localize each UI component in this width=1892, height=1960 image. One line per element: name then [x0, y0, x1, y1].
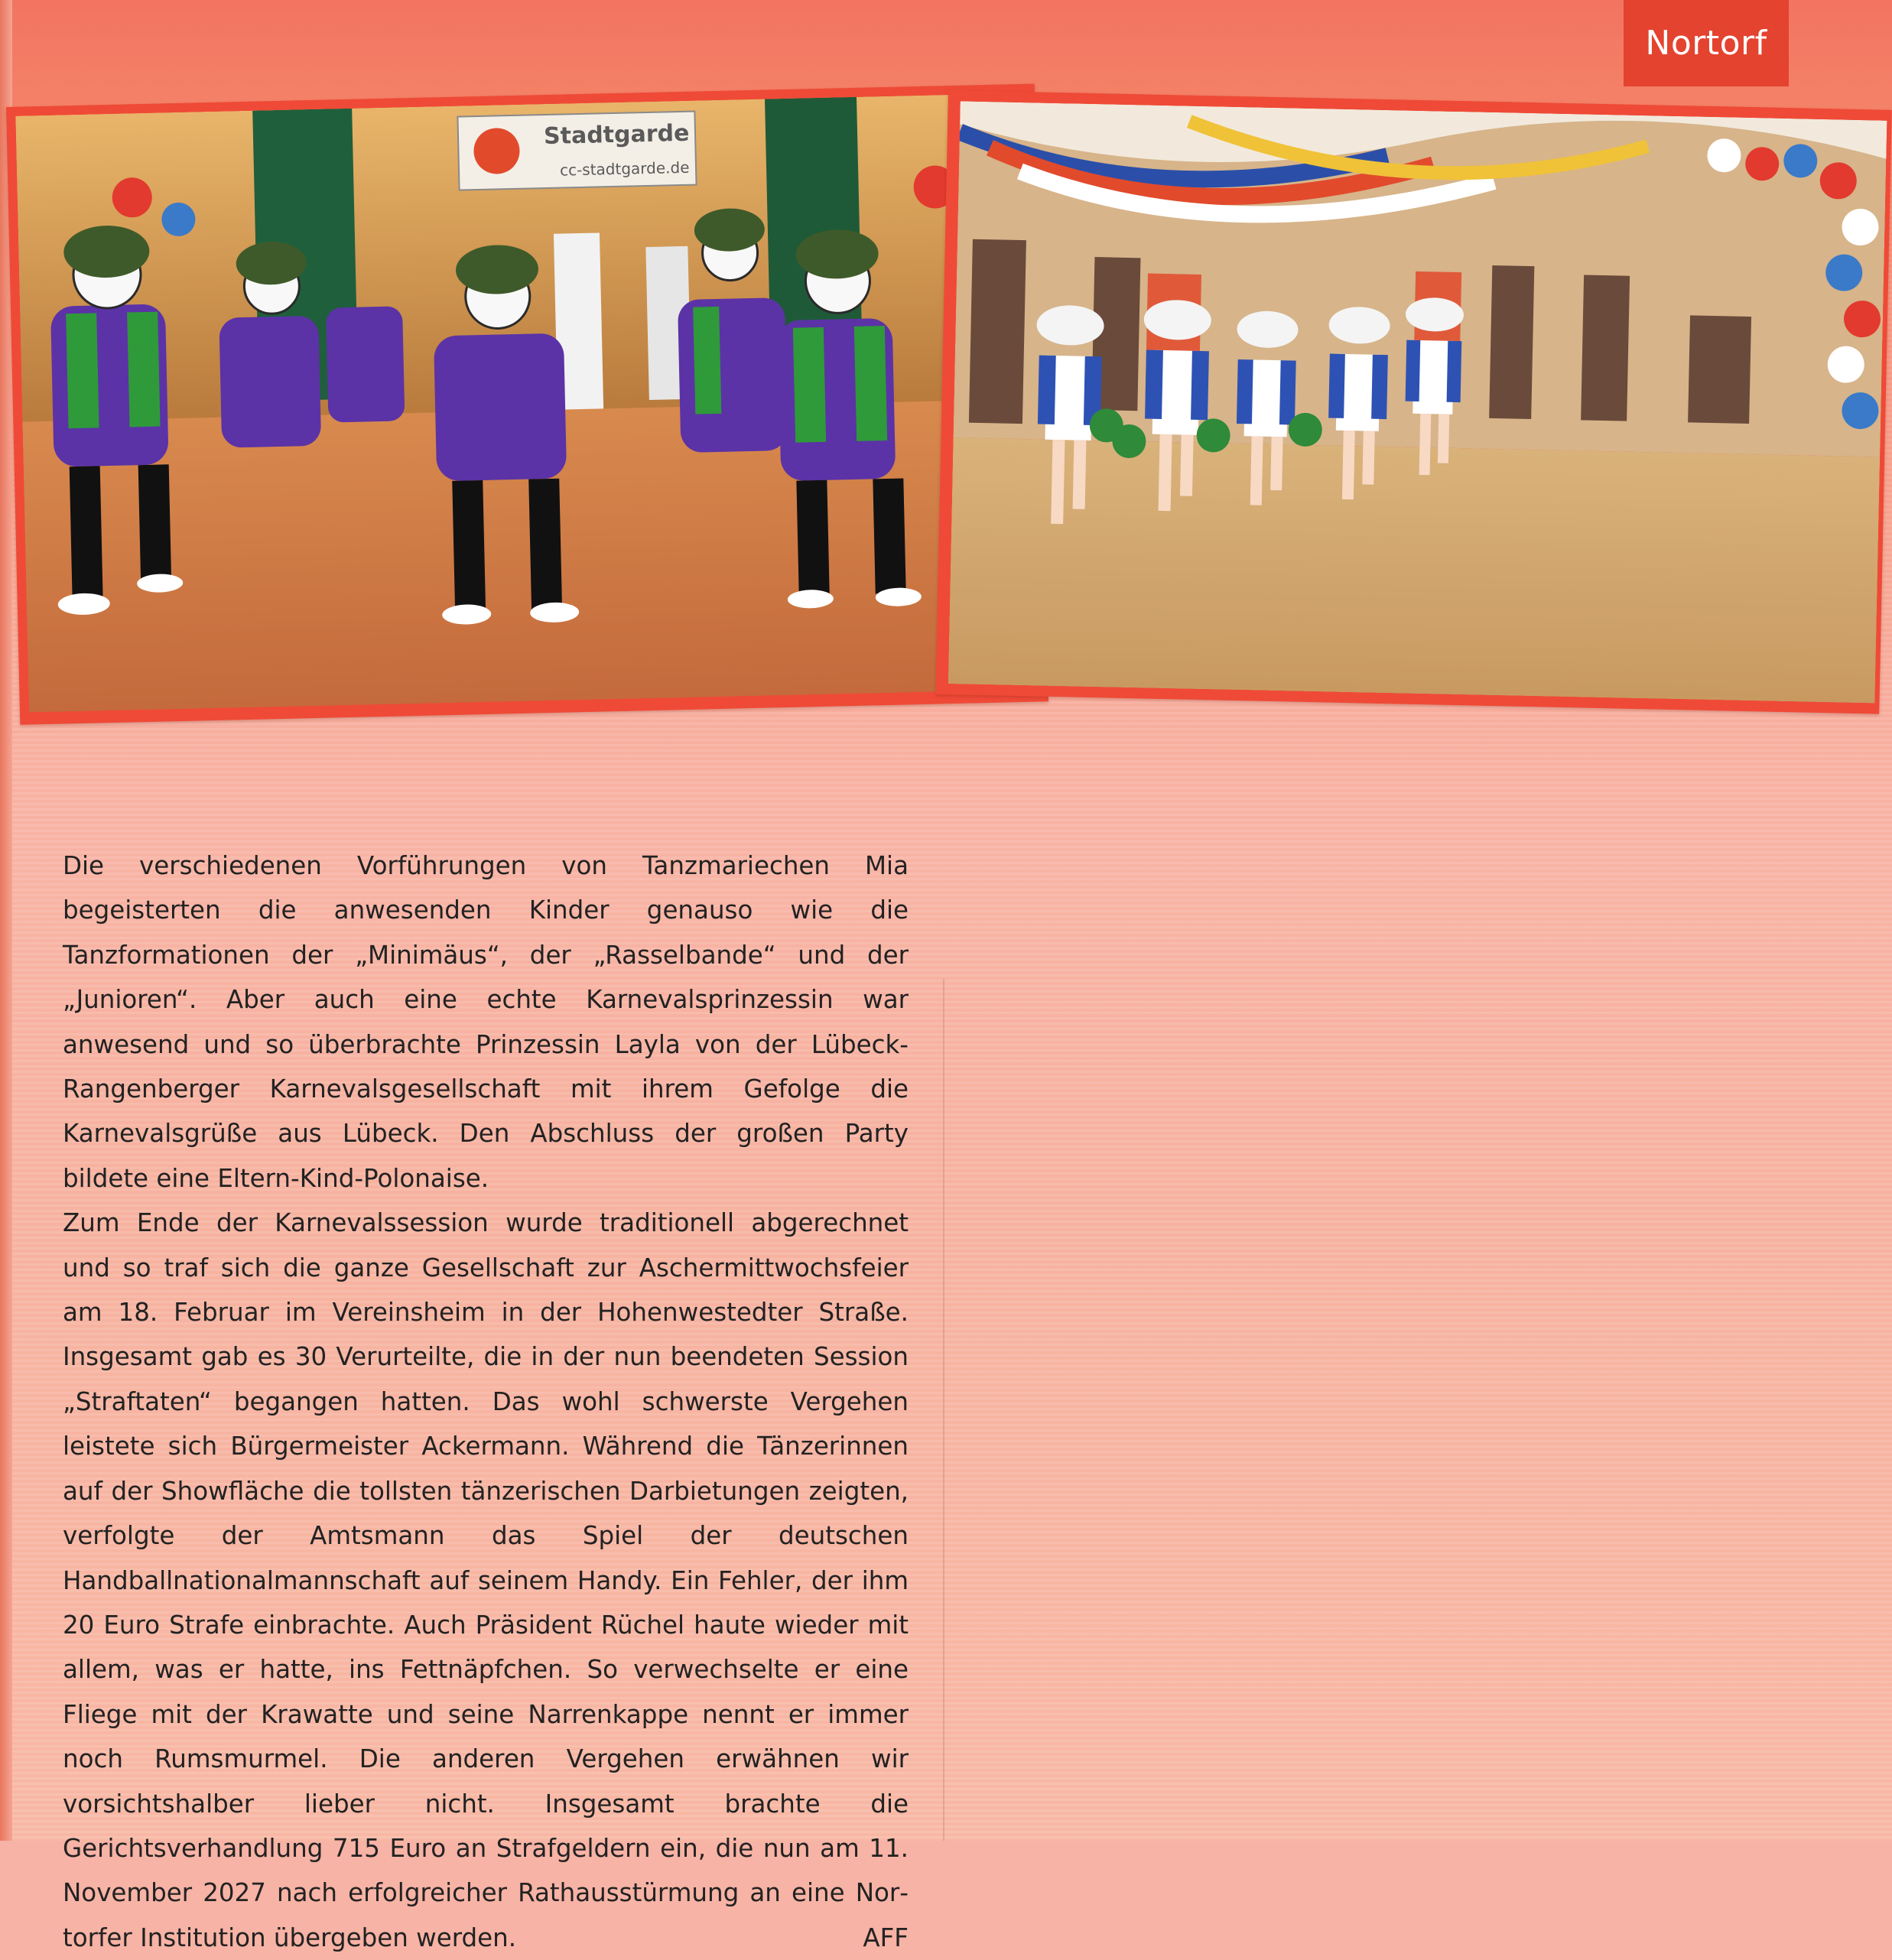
photo-kids-dance-hall	[948, 101, 1887, 703]
section-tag: Nortorf	[1624, 0, 1789, 86]
photo-clown-dancers	[15, 94, 983, 712]
article-body	[63, 843, 909, 1960]
article-paragraph-1: Die verschiedenen Vorführungen von Tanzmariechen Mia begeisterten die anwesenden Kinder genauso wie die Tanzformationen der „Minimäus“, der „Rasselbande“ und der „Junioren“. Aber auch eine echte Karnevalsprinzessin war anwesend und so überbrachte Prinzessin Layla von der Lübeck-Rangenberger Karnevalsgesellschaft mit ihrem Gefolge die Karnevalsgrüße aus Lübeck. Den Abschluss der großen Party bildete eine Eltern-Kind-Polonaise.	[63, 851, 909, 1193]
column-divider	[943, 979, 944, 1841]
clown-dancers-illustration	[15, 94, 983, 712]
photo-frame-dance-group	[6, 83, 1048, 724]
banner-title: Stadtgarde	[543, 119, 690, 151]
banner-url: cc-stadtgarde.de	[559, 158, 690, 180]
photo-frame-kids-dance	[935, 90, 1891, 714]
article-last-paragraph-row	[63, 1201, 909, 1960]
kids-dance-illustration	[948, 101, 1887, 703]
article-paragraph-2: Zum Ende der Karnevalssession wurde traditionell abgerechnet und so traf sich die ganze Gesellschaft zur Aschermittwochsfeier am 18. Februar im Vereinsheim in der Hohenwestedter Straße. Insgesamt gab es 30 Verurteilte, die in der nun beendeten Session „Straftaten“ begangen hatten. Das wohl schwerste Vergehen leistete sich Bürgermeister Ackermann. Während die Tänzerinnen auf der Showfläche die tollsten tänzerischen Darbietungen zeigten, verfolgte der Amtsmann das Spiel der deutschen Handballnationalmannschaft auf seinem Handy. Ein Fehler, der ihm 20 Euro Strafe einbrachte. Auch Präsident Rüchel haute wieder mit allem, was er hatte, ins Fettnäpfchen. So verwechselte er eine Fliege mit der Krawatte und seine Narrenkappe nennt er immer noch Rumsmurmel. Die anderen Vergehen erwähnen wir vorsichtshalber lieber nicht. Insgesamt brachte die Gerichtsverhandlung 715 Euro an Strafgeldern ein, die nun am 11. November 2027 nach erfolgreicher Rathausstürmung an eine Nortorfer Institution übergeben werden.	[63, 1208, 909, 1952]
author-signoff: AFF	[863, 1923, 909, 1952]
